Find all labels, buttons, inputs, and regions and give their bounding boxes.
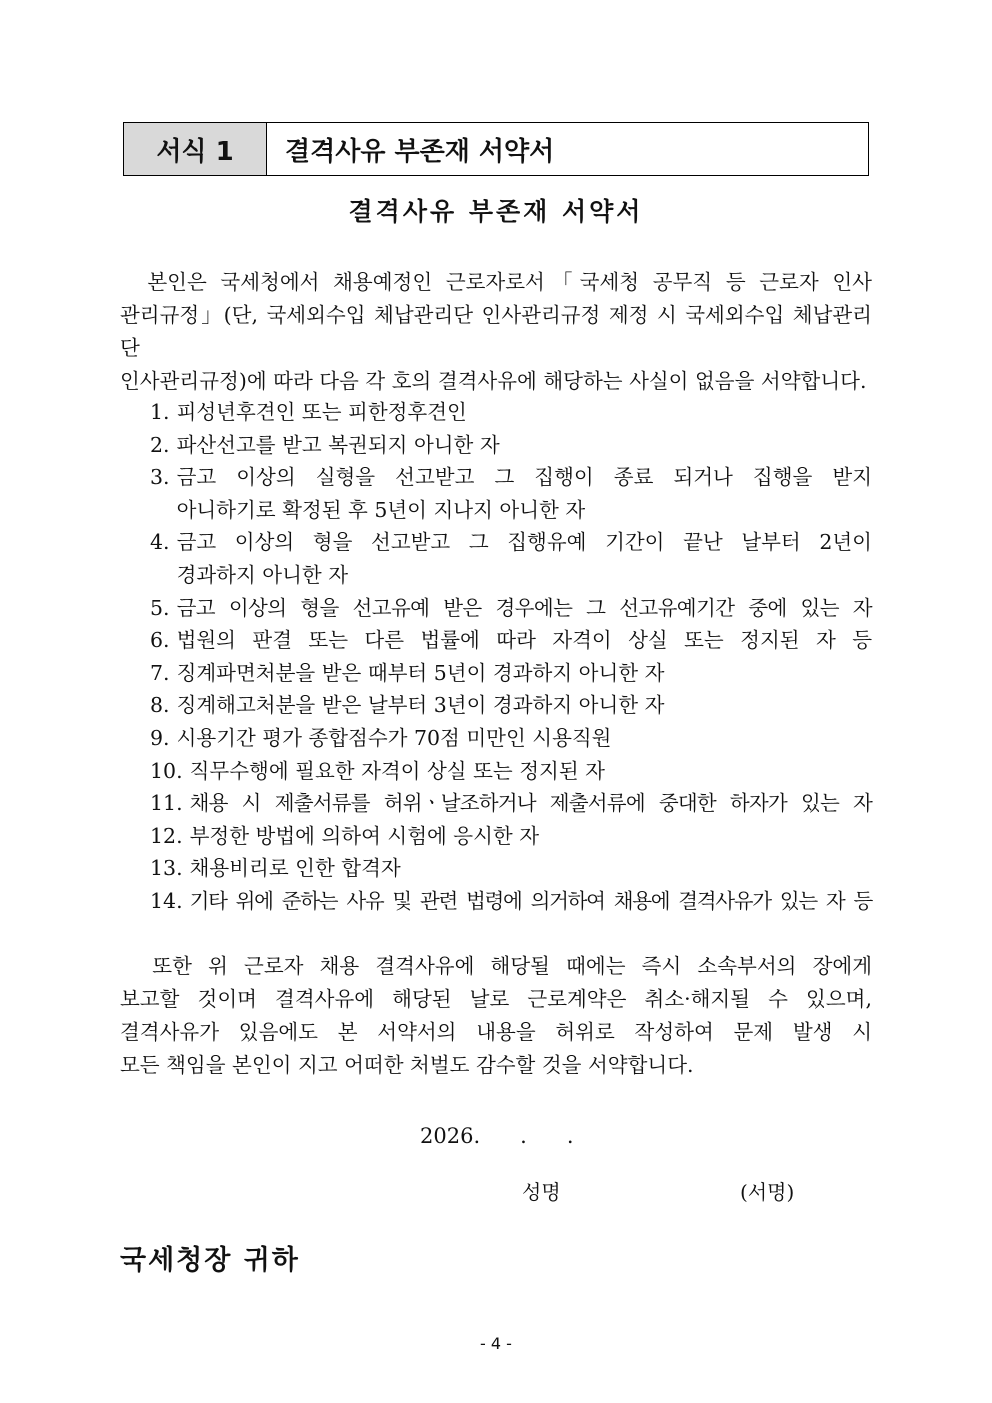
list-item-number: 11. [150, 791, 183, 816]
list-item-number: 2. [150, 432, 170, 457]
list-item [150, 885, 872, 918]
list-item [150, 722, 872, 755]
list-item-text: 기타 위에 준하는 사유 및 관련 법령에 의거하여 채용에 결격사유가 있는 자 등 [189, 888, 872, 913]
list-item-text: 피성년후견인 또는 피한정후견인 [176, 400, 467, 424]
list-item-text: 파산선고를 받고 복권되지 아니한 자 [176, 432, 500, 457]
list-item-number: 12. [150, 823, 183, 848]
list-item-number: 6. [150, 628, 170, 653]
list-item-number: 7. [150, 660, 170, 685]
list-item [150, 657, 872, 690]
form-header-title: 결격사유 부존재 서약서 [285, 136, 555, 167]
intro-line: 관리규정」(단, 국세외수입 체납관리단 인사관리규정 제정 시 국세외수입 체납관리단 [120, 303, 872, 360]
addressee: 국세청장 귀하 [120, 1245, 300, 1276]
list-item [150, 592, 872, 625]
document-title: 결격사유 부존재 서약서 [348, 197, 644, 226]
closing-line: 보고할 것이며 결격사유에 해당된 날로 근로계약은 취소·해지될 수 있으며, [120, 987, 872, 1011]
list-item [150, 755, 872, 788]
list-item-text [177, 461, 872, 526]
list-item-text [177, 526, 872, 591]
list-item-number: 1. [150, 400, 170, 424]
list-item [150, 396, 872, 429]
intro-paragraph [120, 266, 872, 398]
intro-line: 본인은 국세청에서 채용예정인 근로자로서「국세청 공무직 등 근로자 인사 [120, 270, 872, 294]
list-item [150, 787, 872, 820]
page-number: - 4 - [480, 1334, 512, 1353]
list-item-text: 징계해고처분을 받은 날부터 3년이 경과하지 아니한 자 [176, 693, 665, 718]
list-item [150, 461, 872, 526]
list-item-number: 13. [150, 856, 183, 881]
list-item [150, 429, 872, 462]
list-item-text: 법원의 판결 또는 다른 법률에 따라 자격이 상실 또는 정지된 자 등 [176, 628, 872, 653]
closing-line: 또한 위 근로자 채용 결격사유에 해당될 때에는 즉시 소속부서의 장에게 [120, 954, 872, 978]
signature-mark: (서명) [740, 1180, 795, 1204]
list-item-text: 부정한 방법에 의하여 시험에 응시한 자 [189, 823, 540, 848]
list-item-line: 금고 이상의 형을 선고받고 그 집행유예 기간이 끝난 날부터 2년이 [176, 530, 872, 555]
list-item-number: 4. [150, 530, 170, 555]
closing-line: 결격사유가 있음에도 본 서약서의 내용을 허위로 작성하여 문제 발생 시 [120, 1020, 872, 1044]
list-item-number: 3. [150, 465, 170, 490]
form-number: 서식 1 [124, 123, 267, 175]
list-item-text: 금고 이상의 형을 선고유예 받은 경우에는 그 선고유예기간 중에 있는 자 [176, 595, 872, 620]
list-item-continuation: 아니하기로 확정된 후 5년이 지나지 아니한 자 [176, 497, 586, 522]
disqualification-list [150, 396, 872, 918]
list-item-text: 채용 시 제출서류를 허위ㆍ날조하거나 제출서류에 중대한 하자가 있는 자 [189, 791, 872, 816]
list-item-line: 금고 이상의 실형을 선고받고 그 집행이 종료 되거나 집행을 받지 [176, 465, 872, 490]
closing-paragraph [120, 950, 872, 1082]
signature-name-label: 성명 [522, 1180, 561, 1204]
list-item [150, 526, 872, 591]
list-item-text: 징계파면처분을 받은 때부터 5년이 경과하지 아니한 자 [176, 660, 665, 685]
list-item-number: 9. [150, 725, 170, 750]
list-item [150, 820, 872, 853]
intro-line: 인사관리규정)에 따라 다음 각 호의 결격사유에 해당하는 사실이 없음을 서약합니다. [120, 369, 867, 393]
list-item-number: 10. [150, 758, 183, 783]
list-item-number: 8. [150, 693, 170, 718]
list-item-text: 채용비리로 인한 합격자 [189, 856, 401, 881]
list-item-text: 직무수행에 필요한 자격이 상실 또는 정지된 자 [189, 758, 605, 783]
closing-line: 모든 책임을 본인이 지고 어떠한 처벌도 감수할 것을 서약합니다. [120, 1053, 694, 1077]
list-item [150, 852, 872, 885]
list-item-continuation: 경과하지 아니한 자 [176, 562, 349, 587]
list-item-number: 14. [150, 888, 183, 913]
date-line: 2026. . . [420, 1124, 574, 1148]
list-item-text: 시용기간 평가 종합점수가 70점 미만인 시용직원 [176, 725, 612, 750]
form-header [123, 122, 869, 176]
list-item-number: 5. [150, 595, 170, 620]
list-item [150, 624, 872, 657]
list-item [150, 689, 872, 722]
